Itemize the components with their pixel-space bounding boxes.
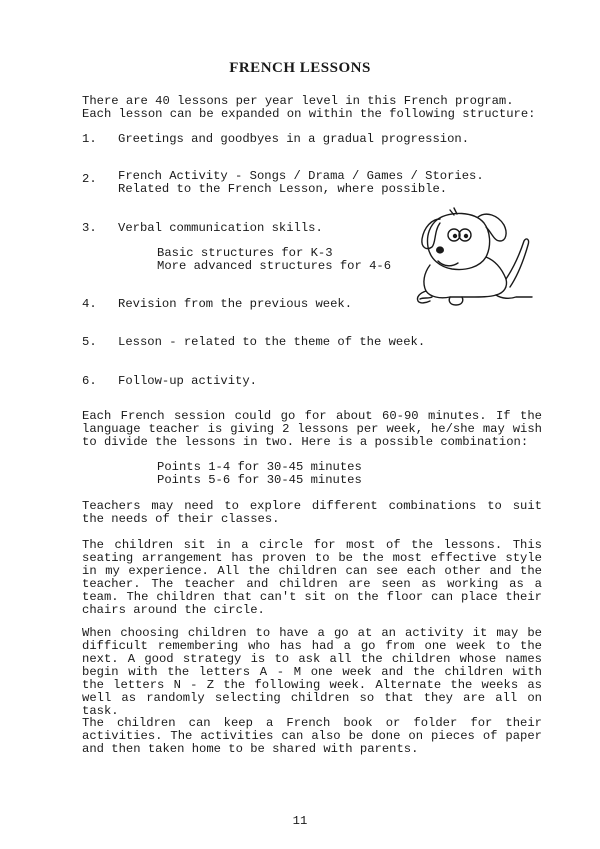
circle-text: The children sit in a circle for most of the lessons. This seating arrangement has proven to be the most effective style in my experience. All the children can see each other and the teacher. The teacher and children are seen as working as a team. The children that can't sit on the floor can place their chairs around the circle. [82, 538, 542, 617]
item-text: Follow-up activity. [118, 374, 257, 388]
item-text: Revision from the previous week. [118, 297, 353, 311]
circle-paragraph [82, 539, 542, 630]
teachers-paragraph [82, 500, 542, 539]
item-number: 1. [82, 132, 97, 146]
item-number: 2. [82, 172, 97, 186]
choosing-text: When choosing children to have a go at an activity it may be difficult remembering who has had a go from one week to the next. A good strategy is to ask all the children whose names begin with the letters A - M one week and the children with the letters N - Z the following week. Alternate the weeks as well as randomly selecting children so that they are all on task. [82, 626, 542, 718]
session-paragraph [82, 410, 542, 462]
item-number: 4. [82, 297, 97, 311]
page-title: FRENCH LESSONS [229, 60, 371, 76]
item-text: Verbal communication skills. [118, 221, 323, 235]
item-number: 5. [82, 335, 97, 349]
item-text: French Activity - Songs / Drama / Games / Stories. Related to the French Lesson, where possible. [118, 169, 484, 196]
item-3-subpoints: Basic structures for K-3 More advanced structures for 4-6 [157, 246, 392, 273]
book-paragraph [82, 717, 542, 769]
item-number: 6. [82, 374, 97, 388]
book-text: The children can keep a French book or folder for their activities. The activities can also be done on pieces of paper and then taken home to be shared with parents. [82, 716, 542, 756]
item-number: 3. [82, 221, 97, 235]
item-text: Greetings and goodbyes in a gradual progression. [118, 132, 470, 146]
dog-illustration [410, 205, 535, 310]
teachers-text: Teachers may need to explore different combinations to suit the needs of their classes. [82, 499, 542, 526]
page-number: 11 [292, 814, 308, 828]
session-text: Each French session could go for about 60-90 minutes. If the language teacher is giving 2 lessons per week, he/she may wish to divide the lessons in two. Here is a possible combination: [82, 409, 542, 449]
intro-text: There are 40 lessons per year level in this French program. Each lesson can be expanded on within the following structure: [82, 94, 536, 121]
combination-list: Points 1-4 for 30-45 minutes Points 5-6 for 30-45 minutes [157, 460, 362, 487]
intro-paragraph [82, 95, 542, 121]
item-text: Lesson - related to the theme of the week. [118, 335, 426, 349]
